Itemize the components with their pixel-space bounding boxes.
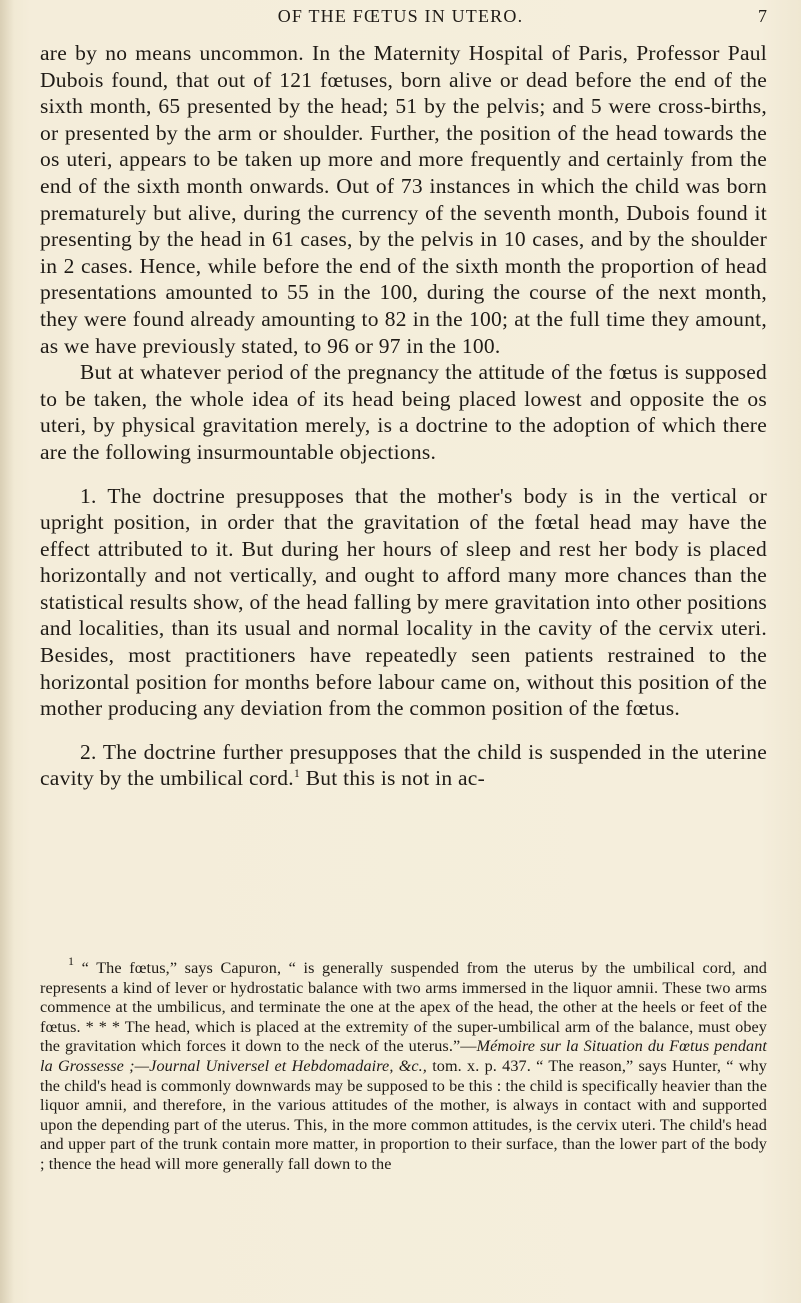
paragraph-1: are by no means uncommon. In the Maternity Hospital of Paris, Professor Paul Dubois found, that out of 121 fœtuses, born alive or dead before the end of the sixth month, 65 presented by the head; 51 by the pelvis; and 5 were cross-births, or presented by the arm or shoulder. Further, the position of the head towards the os uteri, appears to be taken up more and more frequently and certainly from the end of the sixth month onwards. Out of 73 instances in which the child was born prematurely but alive, during the currency of the seventh month, Dubois found it presenting by the head in 61 cases, by the pelvis in 10 cases, and by the shoulder in 2 cases. Hence, while before the end of the sixth month the proportion of head presentations amounted to 55 in the 100, during the course of the next month, they were found already amounting to 82 in the 100; at the full time they amount, as we have previously stated, to 96 or 97 in the 100. bbox=[40, 41, 767, 358]
footnote-reference: 1 bbox=[293, 766, 301, 781]
footnotes bbox=[40, 954, 767, 1175]
paragraph-4 bbox=[40, 739, 767, 792]
footnote-text-part1: “ The fœtus,” says Capuron, “ is generally suspended from the uterus by the umbilical cord, and represents a kind of lever or hydrostatic balance with two arms immersed in the liquor amnii. These two arms commence at the umbilicus, and terminate the one at the apex of the head, the other at the heels or feet of the fœtus. * * * The head, which is placed at the extremity of the super-umbilical arm of the balance, must obey the gravitation which forces it down to the neck of the uterus.”— bbox=[40, 959, 767, 1056]
running-head-title: OF THE FŒTUS IN UTERO. bbox=[277, 6, 524, 26]
footnote-text-part2: tom. x. p. 437. “ The reason,” says Hunter, “ why the child's head is commonly downwards may be supposed to be this : the child is specifically heavier than the liquor amnii, and therefore, in the various attitudes of the mother, is always in contact with and supported upon the depending part of the uterus. This, in the more common attitudes, is the cervix uteri. The child's head and upper part of the trunk contain more matter, in proportion to their surface, than the lower part of the body ; thence the head will more generally fall down to the bbox=[40, 1056, 767, 1173]
paragraph-4-text: 2. The doctrine further presupposes that the child is suspended in the uterine cavity by the umbilical cord. bbox=[40, 739, 767, 791]
paragraph-3: 1. The doctrine presupposes that the mother's body is in the vertical or upright position, in order that the gravitation of the fœtal head may have the effect attributed to it. But during her hours of sleep and rest her body is placed horizontally and not vertically, and ought to afford many more chances than the statistical results show, of the head falling by mere gravitation into other positions and localities, than its usual and normal locality in the cavity of the cervix uteri. Besides, most practitioners have repeatedly seen patients restrained to the horizontal position for months before labour came on, without this position of the mother producing any deviation from the common position of the fœtus. bbox=[40, 483, 767, 721]
body-text bbox=[40, 40, 767, 792]
paragraph-2: But at whatever period of the pregnancy the attitude of the fœtus is supposed to be taken, the whole idea of its head being placed lowest and opposite the os uteri, by physical gravitation merely, is a doctrine to the adoption of which there are the following insurmountable objections. bbox=[40, 360, 767, 464]
paragraph-4-continuation: But this is not in ac- bbox=[300, 766, 485, 791]
footnote-1 bbox=[40, 954, 767, 1175]
page-number: 7 bbox=[758, 6, 767, 26]
running-head bbox=[0, 4, 801, 34]
footnote-citation: Mémoire sur la Situation du Fœtus pendant la Grossesse ;—Journal Universel et Hebdomadaire, &c., bbox=[40, 1037, 767, 1075]
page-edge-shadow bbox=[0, 0, 14, 1303]
footnote-marker: 1 bbox=[68, 954, 75, 968]
